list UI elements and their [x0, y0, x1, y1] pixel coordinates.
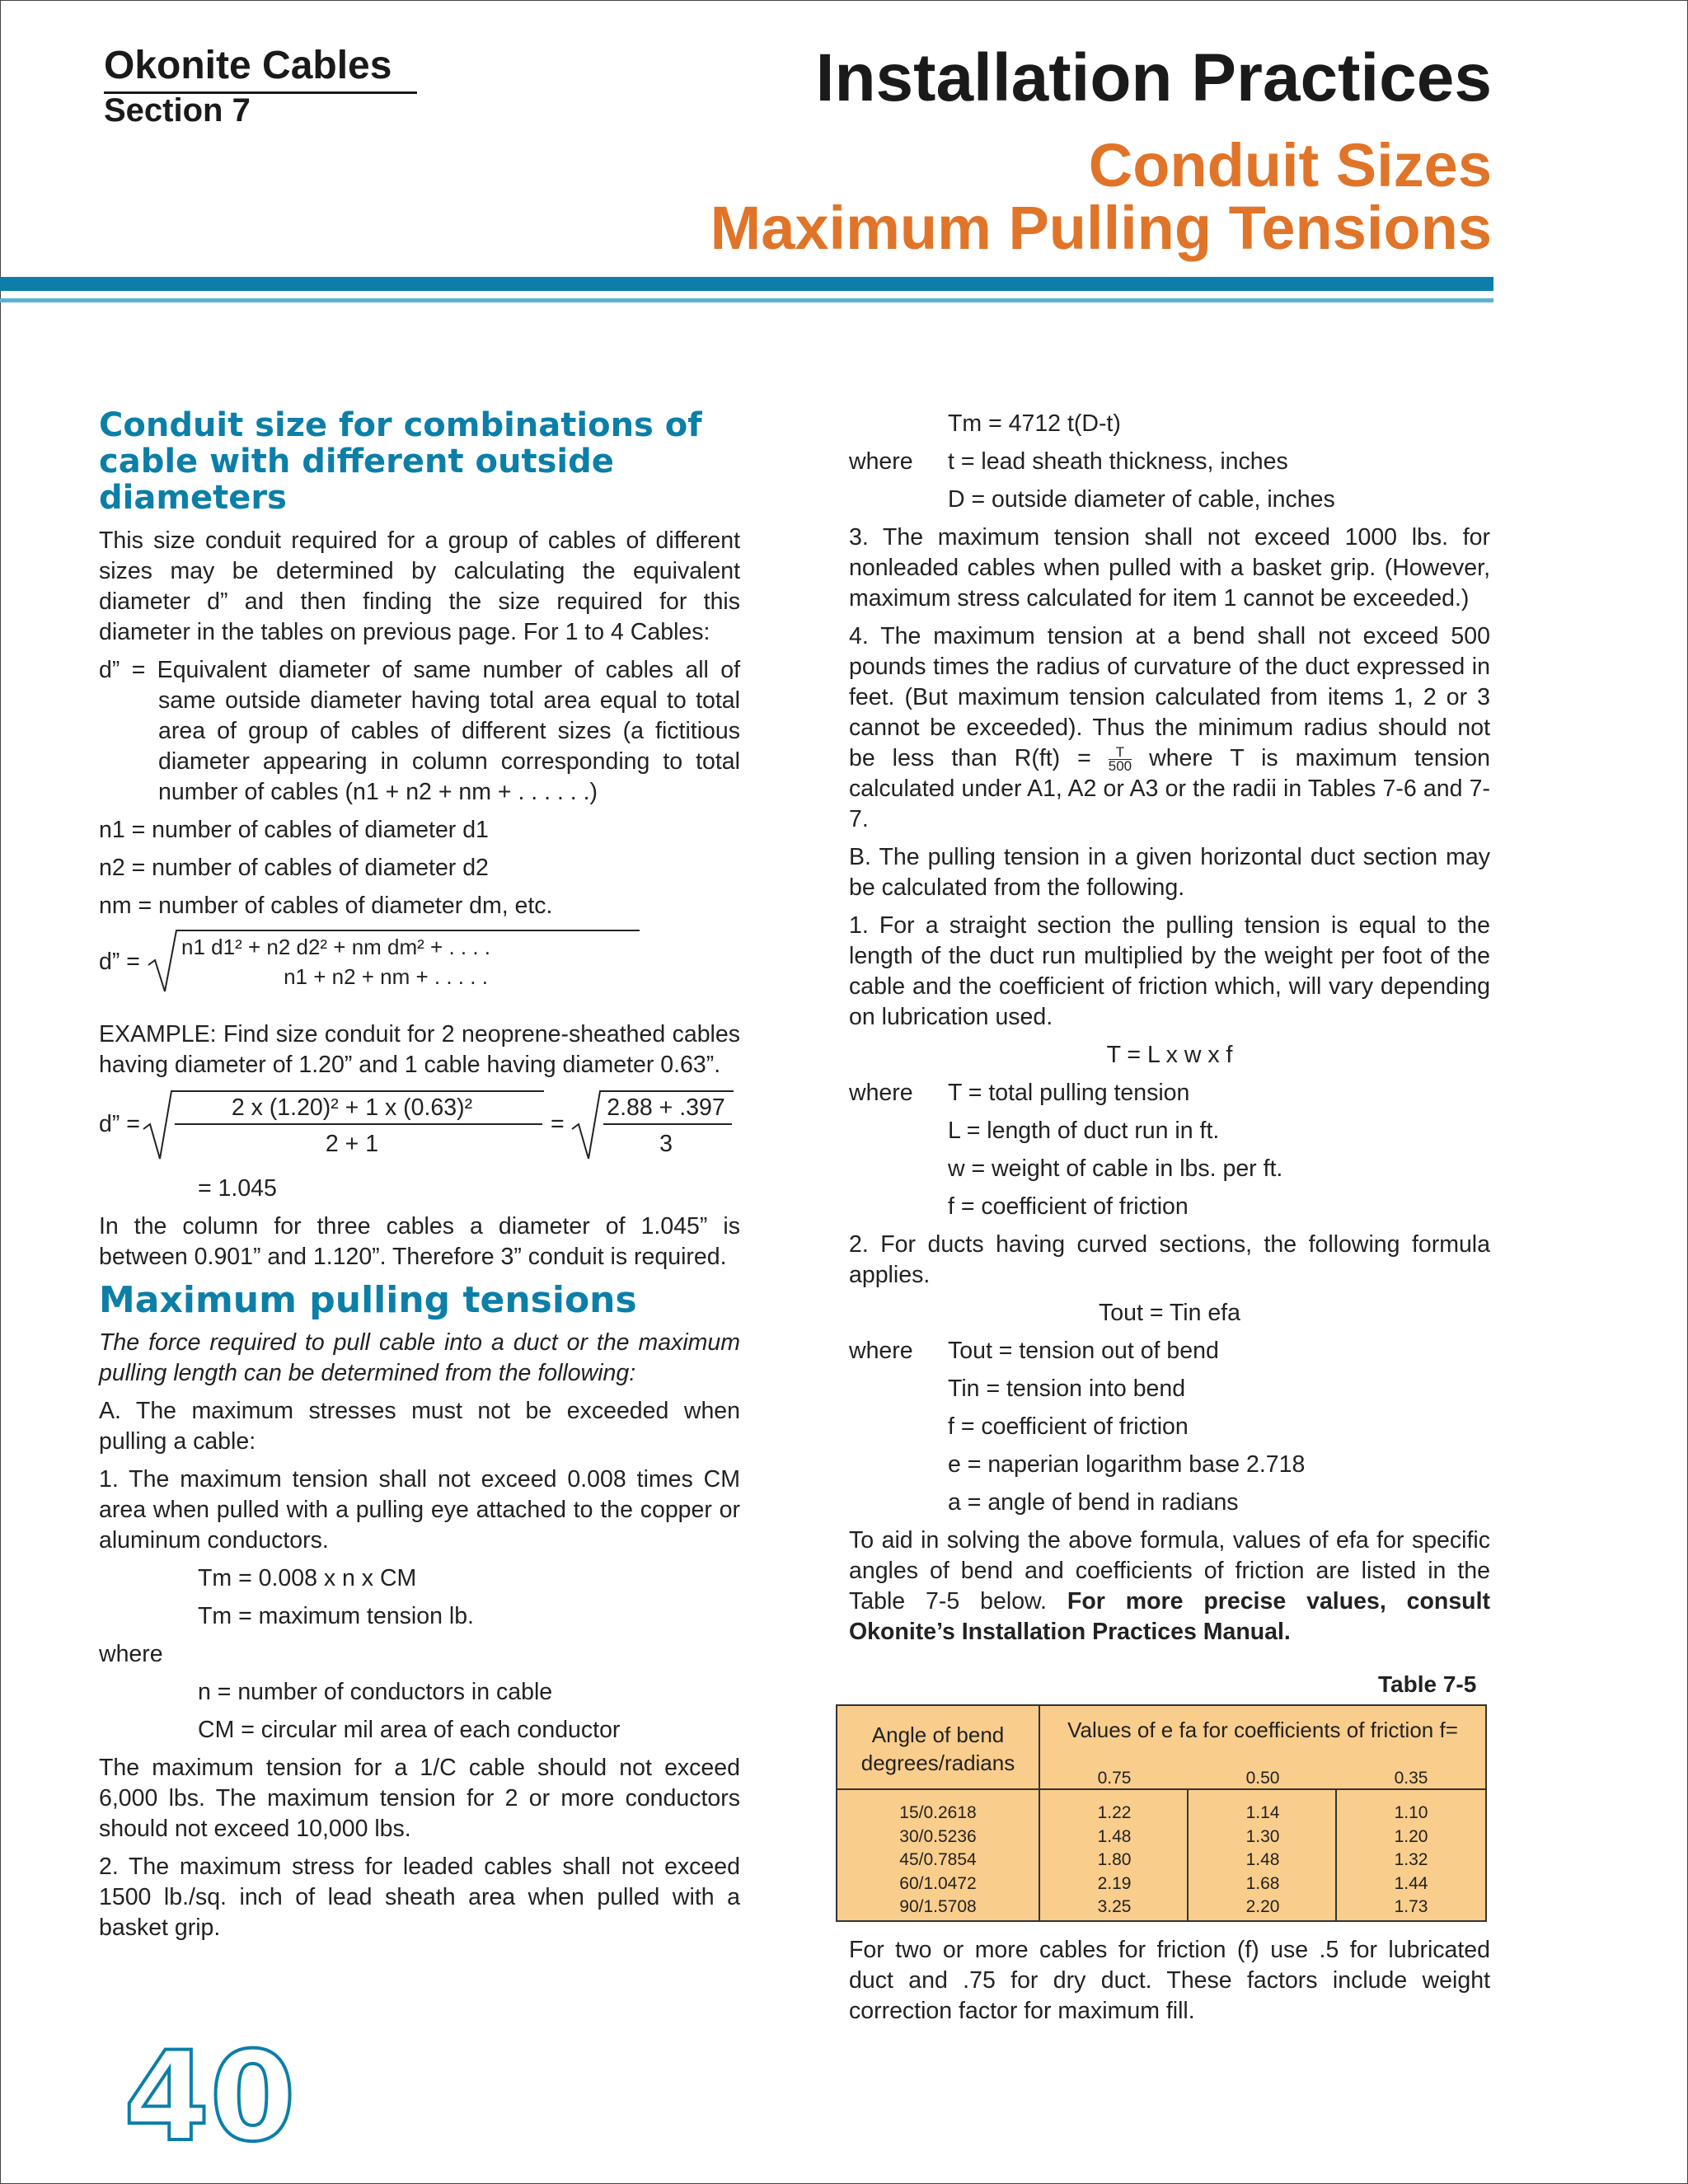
D-definition: D = outside diameter of cable, inches [948, 486, 1335, 513]
item-4 [849, 621, 1490, 835]
header-rule-thin [0, 298, 1493, 302]
nm-definition: nm = number of cables of diameter dm, etc. [99, 893, 553, 919]
item-4-text-a: 4. The maximum tension at a bend shall not exceed 500 pounds times the radius of curvature of the duct expressed in feet. (But maximum tension calculated from items 1, 2 or 3 cannot be exceeded). Thus the minimum radius should not be less than R(ft) = [849, 623, 1490, 771]
coef-header-2: 0.50 [1245, 1769, 1280, 1788]
example-paragraph: EXAMPLE: Find size conduit for 2 neoprene-sheathed cables having diameter of 1.20” and 1 cable having diameter 0.63”. [99, 1021, 740, 1078]
item-b: B. The pulling tension in a given horizontal duct section may be calculated from the following. [849, 844, 1490, 901]
example-numerator-2: 2.88 + .397 [607, 1094, 725, 1121]
tin-definition: Tin = tension into bend [948, 1376, 1186, 1402]
table-cell-value: 3.25 [1097, 1897, 1132, 1916]
example-lhs: d” = [99, 1111, 140, 1137]
e-definition: e = naperian logarithm base 2.718 [948, 1451, 1306, 1478]
table-cell-value: 1.73 [1394, 1897, 1428, 1916]
page-subtitle-1: Conduit Sizes [1088, 131, 1492, 199]
item-1: 1. The maximum tension shall not exceed 0.008 times CM area when pulled with a pulling eye attached to the copper or aluminum conductors. [99, 1466, 740, 1554]
table-cell-value: 1.48 [1245, 1850, 1280, 1869]
w-definition: w = weight of cable in lbs. per ft. [948, 1155, 1283, 1182]
example-denominator-1: 2 + 1 [325, 1131, 379, 1157]
n2-definition: n2 = number of cables of diameter d2 [99, 855, 489, 881]
a-definition: a = angle of bend in radians [948, 1489, 1239, 1516]
t-formula: T = L x w x f [1106, 1042, 1233, 1068]
col-header-angle: Angle of bend degrees/radians [860, 1722, 1015, 1775]
where-label-3: where [849, 1080, 913, 1106]
intro-paragraph: This size conduit required for a group of cables of different sizes may be determined by calculating the equivalent diameter d” and then finding the size required for this diameter in the tables on previous page. For 1 to 4 Cables: [99, 527, 740, 645]
efa-table [836, 1704, 1487, 1922]
col-header-group: Values of e fa for coefficients of friction f= [1067, 1718, 1458, 1742]
aid-text: To aid in solving the above formula, values of efa for specific angles of bend and coefficients of friction are listed in the Table 7-5 below. [849, 1527, 1490, 1615]
coef-header-1: 0.75 [1097, 1769, 1132, 1788]
example-equals: = [551, 1111, 565, 1137]
example-result: = 1.045 [198, 1175, 277, 1202]
table-caption: Table 7-5 [1378, 1671, 1477, 1697]
values-column-1 [1040, 1802, 1189, 1919]
example-numerator-1: 2 x (1.20)² + 1 x (0.63)² [231, 1094, 473, 1121]
coef-header-3: 0.35 [1394, 1769, 1428, 1788]
item-4-text-b: where T is maximum tension calculated under A1, A2 or A3 or the radii in Tables 7-6 and 7-7. [849, 745, 1491, 832]
fraction-top: T [1109, 746, 1132, 760]
table-cell-angle: 60/1.0472 [899, 1873, 977, 1893]
table-cell-angle: 45/0.7854 [899, 1850, 977, 1869]
pulling-intro: The force required to pull cable into a duct or the maximum pulling length can be determined from the following: [99, 1329, 740, 1386]
table-cell-value: 1.32 [1394, 1850, 1428, 1869]
page-subtitle-2: Maximum Pulling Tensions [710, 194, 1492, 262]
table-cell-angle: 15/0.2618 [899, 1803, 977, 1822]
lead-tm-formula: Tm = 4712 t(D-t) [948, 410, 1121, 437]
tm-formula: Tm = 0.008 x n x CM [198, 1565, 417, 1591]
f-definition-2: f = coefficient of friction [948, 1413, 1189, 1440]
values-column-3 [1337, 1802, 1485, 1919]
f-definition: f = coefficient of friction [948, 1193, 1189, 1220]
table-cell-value: 1.44 [1394, 1873, 1428, 1893]
brand-name: Okonite Cables [104, 43, 417, 94]
radius-fraction [1109, 746, 1132, 773]
formula-denominator: n1 + n2 + nm + . . . . . [284, 964, 488, 989]
n-definition: n = number of conductors in cable [198, 1679, 553, 1705]
aid-paragraph [849, 1526, 1490, 1647]
example-denominator-2: 3 [659, 1131, 673, 1157]
b-item-1: 1. For a straight section the pulling tension is equal to the length of the duct run multiplied by the weight per foot of the cable and the coefficient of friction which, will vary depending on lubrication used. [849, 912, 1490, 1030]
aid-bold-text: For more precise values, consult Okonite’s Installation Practices Manual. [849, 1588, 1490, 1645]
item-3: 3. The maximum tension shall not exceed 1000 lbs. for nonleaded cables when pulled with a basket grip. (However, maximum stress calculated for item 1 cannot be exceeded.) [849, 524, 1490, 612]
equivalent-diameter-formula [99, 929, 740, 995]
t-definition: t = lead sheath thickness, inches [948, 448, 1288, 475]
table-cell-value: 1.48 [1097, 1826, 1132, 1846]
tout-formula: Tout = Tin efa [1099, 1300, 1240, 1326]
table-cell-angle: 30/0.5236 [899, 1826, 977, 1846]
L-definition: L = length of duct run in ft. [948, 1118, 1220, 1144]
where-label-1: where [99, 1641, 163, 1667]
b-item-2: 2. For ducts having curved sections, the following formula applies. [849, 1231, 1490, 1288]
table-cell-value: 2.20 [1245, 1897, 1280, 1916]
header-rule-thick [0, 277, 1493, 291]
heading-max-pulling: Maximum pulling tensions [99, 1279, 637, 1321]
section-label: Section 7 [104, 92, 251, 129]
item-a: A. The maximum stresses must not be exceeded when pulling a cable: [99, 1398, 740, 1455]
table-cell-value: 1.80 [1097, 1850, 1132, 1869]
T-definition: T = total pulling tension [948, 1080, 1190, 1106]
fraction-bottom: 500 [1108, 758, 1132, 774]
tm-definition: Tm = maximum tension lb. [198, 1603, 474, 1629]
table-divider-h [837, 1788, 1485, 1790]
n1-definition: n1 = number of cables of diameter d1 [99, 817, 489, 843]
formula-numerator: n1 d1² + n2 d2² + nm dm² + . . . . [181, 935, 491, 959]
table-cell-value: 1.20 [1394, 1826, 1428, 1846]
formula-lhs: d” = [99, 949, 140, 975]
where-label-4: where [849, 1338, 913, 1364]
table-cell-value: 1.22 [1097, 1803, 1132, 1822]
table-cell-value: 1.10 [1394, 1803, 1428, 1822]
tout-definition: Tout = tension out of bend [948, 1338, 1219, 1364]
table-cell-value: 1.14 [1245, 1803, 1280, 1822]
table-cell-value: 1.68 [1245, 1873, 1280, 1893]
cm-definition: CM = circular mil area of each conductor [198, 1717, 621, 1743]
d-definition: d” = Equivalent diameter of same number of cables all of same outside diameter having total area equal to total area of group of cables of different sizes (a fictitious diameter appearing in column corresponding to total number of cables (n1 + n2 + nm + . . . . . .) [99, 657, 740, 805]
right-column [849, 409, 1490, 1655]
table-cell-value: 1.30 [1245, 1826, 1280, 1846]
left-column [99, 407, 740, 1951]
table-cell-angle: 90/1.5708 [899, 1897, 977, 1916]
where-label-2: where [849, 448, 913, 475]
heading-conduit-size: Conduit size for combinations of cable with different outside diameters [99, 406, 702, 517]
example-conclusion: In the column for three cables a diameter of 1.045” is between 0.901” and 1.120”. Therefore 3” conduit is required. [99, 1213, 740, 1270]
example-formula [99, 1088, 740, 1165]
values-column-2 [1189, 1802, 1337, 1919]
item-2: 2. The maximum stress for leaded cables shall not exceed 1500 lb./sq. inch of lead sheath area when pulled with a basket grip. [99, 1854, 740, 1941]
angle-column [837, 1802, 1039, 1919]
max-tension-paragraph: The maximum tension for a 1/C cable should not exceed 6,000 lbs. The maximum tension for 2 or more conductors should not exceed 10,000 lbs. [99, 1755, 740, 1842]
page-title: Installation Practices [815, 40, 1492, 115]
page-number: 40 [124, 2026, 296, 2169]
table-cell-value: 2.19 [1097, 1873, 1132, 1893]
friction-note: For two or more cables for friction (f) use .5 for lubricated duct and .75 for dry duct. These factors include weight correction factor for maximum fill. [849, 1937, 1490, 2024]
